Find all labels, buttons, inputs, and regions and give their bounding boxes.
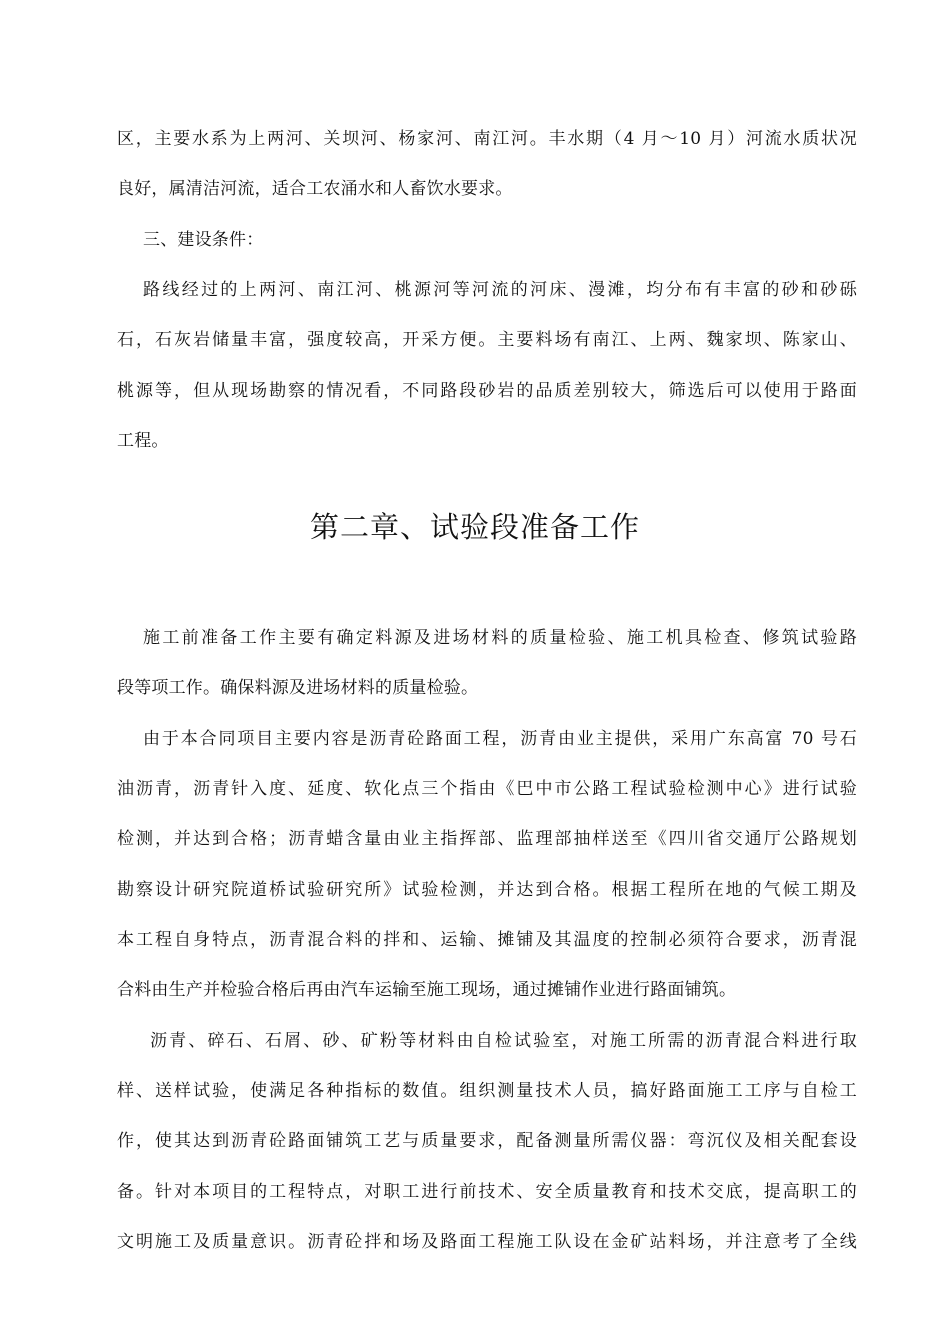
chapter-title: 第二章、试验段准备工作	[309, 510, 640, 544]
body-text-line: 区，主要水系为上两河、关坝河、杨家河、南江河。丰水期（4 月～10 月）河流水质状况	[117, 129, 857, 149]
body-text-line: 桃源等，但从现场勘察的情况看，不同路段砂岩的品质差别较大，筛选后可以使用于路面	[117, 381, 857, 401]
body-text-line: 工程。	[117, 431, 169, 451]
body-text-line: 施工前准备工作主要有确定料源及进场材料的质量检验、施工机具检查、修筑试验路	[143, 628, 857, 648]
body-text-line: 作，使其达到沥青砼路面铺筑工艺与质量要求，配备测量所需仪器：弯沉仪及相关配套设	[117, 1131, 857, 1151]
body-text-line: 段等项工作。确保料源及进场材料的质量检验。	[117, 678, 479, 698]
body-text-line: 勘察设计研究院道桥试验研究所》试验检测，并达到合格。根据工程所在地的气候工期及	[117, 880, 857, 900]
body-text-line: 路线经过的上两河、南江河、桃源河等河流的河床、漫滩，均分布有丰富的砂和砂砾	[143, 280, 857, 300]
body-text-line: 合料由生产并检验合格后再由汽车运输至施工现场，通过摊铺作业进行路面铺筑。	[117, 980, 737, 1000]
body-text-line: 样、送样试验，使满足各种指标的数值。组织测量技术人员，搞好路面施工工序与自检工	[117, 1081, 857, 1101]
section-heading: 三、建设条件：	[143, 230, 264, 250]
body-text-line: 本工程自身特点，沥青混合料的拌和、运输、摊铺及其温度的控制必须符合要求，沥青混	[117, 930, 857, 950]
body-text-line: 文明施工及质量意识。沥青砼拌和场及路面工程施工队设在金矿站料场，并注意考了全线	[117, 1232, 857, 1252]
body-text-line: 沥青、碎石、石屑、砂、矿粉等材料由自检试验室，对施工所需的沥青混合料进行取	[150, 1031, 857, 1051]
body-text-line: 油沥青，沥青针入度、延度、软化点三个指由《巴中市公路工程试验检测中心》进行试验	[117, 779, 857, 799]
body-text-line: 石，石灰岩储量丰富，强度较高，开采方便。主要料场有南江、上两、魏家坝、陈家山、	[117, 330, 857, 350]
body-text-line: 良好，属清洁河流，适合工农涌水和人畜饮水要求。	[117, 179, 513, 199]
body-text-line: 检测，并达到合格；沥青蜡含量由业主指挥部、监理部抽样送至《四川省交通厅公路规划	[117, 829, 857, 849]
body-text-line: 由于本合同项目主要内容是沥青砼路面工程，沥青由业主提供，采用广东高富 70 号石	[143, 729, 857, 749]
body-text-line: 备。针对本项目的工程特点，对职工进行前技术、安全质量教育和技术交底，提高职工的	[117, 1182, 857, 1202]
